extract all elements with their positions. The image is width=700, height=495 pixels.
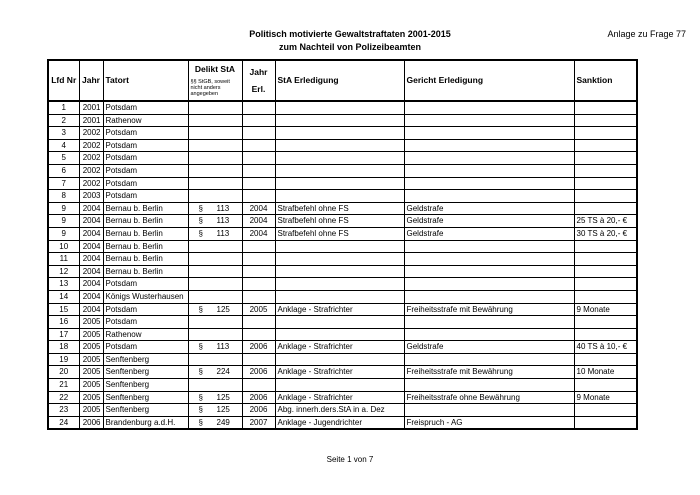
table-row <box>48 366 637 379</box>
cell-gericht <box>404 139 574 152</box>
cell-gericht <box>404 265 574 278</box>
paragraph-sign: § <box>198 216 203 226</box>
cell-sta: Anklage - Strafrichter <box>275 366 404 379</box>
cell-sta: Strafbefehl ohne FS <box>275 227 404 240</box>
cell-jahr: 2006 <box>79 416 103 429</box>
cell-gericht: Freiheitsstrafe ohne Bewährung <box>404 391 574 404</box>
cell-sta <box>275 328 404 341</box>
cell-lfd: 18 <box>48 341 79 354</box>
cell-delikt <box>188 265 242 278</box>
delikt-number: 113 <box>216 228 230 238</box>
table-row <box>48 127 637 140</box>
cell-gericht <box>404 152 574 165</box>
cell-delikt <box>188 164 242 177</box>
cell-gericht: Geldstrafe <box>404 341 574 354</box>
table-row <box>48 290 637 303</box>
cell-sta <box>275 101 404 114</box>
cell-sta <box>275 278 404 291</box>
cell-delikt <box>188 379 242 392</box>
cell-sta: Anklage - Strafrichter <box>275 303 404 316</box>
cell-delikt <box>188 253 242 266</box>
cell-jahr: 2005 <box>79 366 103 379</box>
cell-delikt <box>188 416 242 429</box>
cell-sta <box>275 164 404 177</box>
table-row <box>48 227 637 240</box>
cell-lfd: 3 <box>48 127 79 140</box>
cell-sta <box>275 240 404 253</box>
cell-gericht <box>404 379 574 392</box>
cell-sta <box>275 177 404 190</box>
cell-sta <box>275 353 404 366</box>
cell-gericht <box>404 404 574 417</box>
cell-delikt <box>188 227 242 240</box>
cell-gericht: Freiheitsstrafe mit Bewährung <box>404 366 574 379</box>
cell-lfd: 9 <box>48 215 79 228</box>
paragraph-sign: § <box>198 367 203 377</box>
cell-delikt <box>188 139 242 152</box>
col-header-gericht: Gericht Erledigung <box>404 60 574 101</box>
cell-tatort: Potsdam <box>103 278 188 291</box>
table-row <box>48 253 637 266</box>
cell-jahr-erl <box>242 177 275 190</box>
table-row <box>48 240 637 253</box>
table-row <box>48 328 637 341</box>
cell-jahr: 2003 <box>79 190 103 203</box>
cell-lfd: 13 <box>48 278 79 291</box>
cell-delikt <box>188 202 242 215</box>
cell-jahr-erl: 2006 <box>242 391 275 404</box>
table-row <box>48 101 637 114</box>
col-header-lfd: Lfd Nr <box>48 60 79 101</box>
table-row <box>48 278 637 291</box>
cell-jahr: 2005 <box>79 379 103 392</box>
cell-jahr: 2002 <box>79 139 103 152</box>
cell-gericht <box>404 114 574 127</box>
cell-jahr: 2005 <box>79 341 103 354</box>
cell-jahr-erl <box>242 114 275 127</box>
cell-jahr-erl: 2004 <box>242 227 275 240</box>
cell-gericht <box>404 177 574 190</box>
cell-sanktion: 9 Monate <box>574 303 637 316</box>
cell-sanktion: 10 Monate <box>574 366 637 379</box>
col-header-jahr-erl-line2: Erl. <box>251 83 266 94</box>
cell-sanktion <box>574 202 637 215</box>
cell-sanktion <box>574 177 637 190</box>
cell-sanktion <box>574 139 637 152</box>
table-row <box>48 316 637 329</box>
cell-delikt <box>188 101 242 114</box>
cell-jahr: 2005 <box>79 391 103 404</box>
cell-jahr-erl: 2004 <box>242 215 275 228</box>
col-header-sta: StA Erledigung <box>275 60 404 101</box>
cell-jahr: 2005 <box>79 404 103 417</box>
col-header-jahr-erl <box>242 60 275 101</box>
cell-gericht: Geldstrafe <box>404 227 574 240</box>
cell-jahr: 2001 <box>79 101 103 114</box>
cell-jahr: 2002 <box>79 152 103 165</box>
col-header-delikt-label: Delikt StA <box>194 64 236 74</box>
cell-delikt <box>188 114 242 127</box>
table-row <box>48 379 637 392</box>
cell-jahr-erl <box>242 101 275 114</box>
cell-jahr: 2004 <box>79 278 103 291</box>
table-row <box>48 190 637 203</box>
cell-gericht: Freispruch - AG <box>404 416 574 429</box>
cell-tatort: Potsdam <box>103 316 188 329</box>
cell-lfd: 17 <box>48 328 79 341</box>
col-header-jahr: Jahr <box>79 60 103 101</box>
table-row <box>48 164 637 177</box>
cell-sanktion: 30 TS à 20,- € <box>574 227 637 240</box>
cell-jahr: 2004 <box>79 240 103 253</box>
table-row <box>48 202 637 215</box>
cell-jahr-erl <box>242 152 275 165</box>
cell-sanktion <box>574 152 637 165</box>
paragraph-sign: § <box>198 342 203 352</box>
table-row <box>48 341 637 354</box>
paragraph-sign: § <box>198 417 203 427</box>
table-row <box>48 152 637 165</box>
cell-tatort: Potsdam <box>103 303 188 316</box>
cell-sta <box>275 265 404 278</box>
cell-sanktion <box>574 253 637 266</box>
cell-jahr-erl <box>242 265 275 278</box>
cell-delikt <box>188 353 242 366</box>
cell-tatort: Potsdam <box>103 127 188 140</box>
cell-jahr: 2002 <box>79 127 103 140</box>
cell-sta: Anklage - Strafrichter <box>275 341 404 354</box>
cell-sta <box>275 127 404 140</box>
cell-tatort: Bernau b. Berlin <box>103 215 188 228</box>
annex-label: Anlage zu Frage 77 <box>607 29 686 39</box>
cell-gericht: Freiheitsstrafe mit Bewährung <box>404 303 574 316</box>
cell-sta <box>275 379 404 392</box>
cell-lfd: 24 <box>48 416 79 429</box>
cell-jahr-erl <box>242 190 275 203</box>
cell-jahr-erl <box>242 164 275 177</box>
cell-jahr-erl: 2005 <box>242 303 275 316</box>
cell-lfd: 2 <box>48 114 79 127</box>
cell-jahr-erl <box>242 127 275 140</box>
cell-tatort: Königs Wusterhausen <box>103 290 188 303</box>
col-header-delikt-note: §§ StGB, soweit nicht anders angegeben <box>190 79 230 97</box>
cell-lfd: 14 <box>48 290 79 303</box>
cell-delikt <box>188 177 242 190</box>
paragraph-sign: § <box>198 304 203 314</box>
cell-lfd: 22 <box>48 391 79 404</box>
cell-gericht <box>404 316 574 329</box>
cell-sanktion <box>574 190 637 203</box>
cell-jahr-erl <box>242 316 275 329</box>
cell-jahr-erl <box>242 240 275 253</box>
cell-jahr-erl: 2006 <box>242 366 275 379</box>
table-row <box>48 265 637 278</box>
delikt-number: 249 <box>216 417 230 427</box>
cell-sanktion: 25 TS à 20,- € <box>574 215 637 228</box>
delikt-number: 113 <box>216 216 230 226</box>
cell-gericht: Geldstrafe <box>404 202 574 215</box>
cell-sta <box>275 139 404 152</box>
cell-sanktion <box>574 127 637 140</box>
cell-tatort: Senftenberg <box>103 379 188 392</box>
table-row <box>48 353 637 366</box>
paragraph-sign: § <box>198 228 203 238</box>
table-row <box>48 303 637 316</box>
paragraph-sign: § <box>198 405 203 415</box>
cell-lfd: 8 <box>48 190 79 203</box>
table-header-row <box>48 60 637 101</box>
col-header-jahr-erl-line1: Jahr <box>249 66 268 77</box>
cell-gericht: Geldstrafe <box>404 215 574 228</box>
cell-tatort: Bernau b. Berlin <box>103 253 188 266</box>
cell-jahr-erl <box>242 290 275 303</box>
cell-tatort: Rathenow <box>103 114 188 127</box>
cell-tatort: Brandenburg a.d.H. <box>103 416 188 429</box>
cell-jahr: 2002 <box>79 177 103 190</box>
cell-tatort: Potsdam <box>103 139 188 152</box>
cell-lfd: 20 <box>48 366 79 379</box>
table-row <box>48 404 637 417</box>
cell-sanktion <box>574 240 637 253</box>
cell-tatort: Bernau b. Berlin <box>103 265 188 278</box>
cell-lfd: 19 <box>48 353 79 366</box>
cell-lfd: 12 <box>48 265 79 278</box>
cell-jahr: 2004 <box>79 265 103 278</box>
cell-sanktion: 40 TS à 10,- € <box>574 341 637 354</box>
cell-gericht <box>404 253 574 266</box>
cell-jahr: 2005 <box>79 328 103 341</box>
table-row <box>48 177 637 190</box>
cell-sta <box>275 290 404 303</box>
cell-jahr-erl: 2007 <box>242 416 275 429</box>
cell-lfd: 15 <box>48 303 79 316</box>
cell-sanktion <box>574 404 637 417</box>
cell-delikt <box>188 190 242 203</box>
cell-jahr-erl <box>242 328 275 341</box>
cell-tatort: Bernau b. Berlin <box>103 202 188 215</box>
cell-lfd: 11 <box>48 253 79 266</box>
cell-sanktion <box>574 353 637 366</box>
cell-gericht <box>404 127 574 140</box>
cell-delikt <box>188 316 242 329</box>
cell-jahr-erl <box>242 379 275 392</box>
offense-table <box>47 59 638 430</box>
cell-lfd: 16 <box>48 316 79 329</box>
cell-delikt <box>188 278 242 291</box>
cell-tatort: Senftenberg <box>103 404 188 417</box>
col-header-delikt <box>188 60 242 101</box>
cell-sanktion <box>574 416 637 429</box>
cell-jahr: 2004 <box>79 202 103 215</box>
cell-sanktion <box>574 328 637 341</box>
cell-tatort: Rathenow <box>103 328 188 341</box>
cell-jahr: 2004 <box>79 227 103 240</box>
delikt-number: 125 <box>216 405 230 415</box>
cell-lfd: 4 <box>48 139 79 152</box>
cell-delikt <box>188 328 242 341</box>
cell-sta <box>275 253 404 266</box>
cell-lfd: 5 <box>48 152 79 165</box>
cell-jahr: 2005 <box>79 316 103 329</box>
page-footer: Seite 1 von 7 <box>326 455 374 464</box>
cell-tatort: Senftenberg <box>103 353 188 366</box>
cell-lfd: 9 <box>48 227 79 240</box>
delikt-number: 125 <box>216 392 230 402</box>
cell-sta: Anklage - Strafrichter <box>275 391 404 404</box>
delikt-number: 224 <box>216 367 230 377</box>
cell-sanktion <box>574 101 637 114</box>
cell-jahr: 2004 <box>79 290 103 303</box>
cell-sta: Anklage - Jugendrichter <box>275 416 404 429</box>
paragraph-sign: § <box>198 392 203 402</box>
cell-jahr-erl: 2004 <box>242 202 275 215</box>
cell-jahr: 2004 <box>79 215 103 228</box>
cell-tatort: Potsdam <box>103 341 188 354</box>
col-header-tatort: Tatort <box>103 60 188 101</box>
cell-delikt <box>188 127 242 140</box>
cell-sta: Strafbefehl ohne FS <box>275 215 404 228</box>
cell-sanktion <box>574 379 637 392</box>
cell-tatort: Senftenberg <box>103 366 188 379</box>
title-line-2: zum Nachteil von Polizeibeamten <box>278 42 422 52</box>
cell-sta <box>275 114 404 127</box>
cell-gericht <box>404 101 574 114</box>
cell-tatort: Potsdam <box>103 152 188 165</box>
cell-gericht <box>404 278 574 291</box>
cell-sanktion: 9 Monate <box>574 391 637 404</box>
cell-lfd: 10 <box>48 240 79 253</box>
cell-tatort: Potsdam <box>103 177 188 190</box>
cell-jahr: 2004 <box>79 303 103 316</box>
cell-tatort: Bernau b. Berlin <box>103 227 188 240</box>
cell-lfd: 7 <box>48 177 79 190</box>
cell-delikt <box>188 341 242 354</box>
cell-gericht <box>404 328 574 341</box>
cell-jahr-erl <box>242 353 275 366</box>
col-header-sanktion: Sanktion <box>574 60 637 101</box>
title-line-1: Politisch motivierte Gewaltstraftaten 2001-2015 <box>249 29 451 39</box>
cell-jahr-erl <box>242 139 275 152</box>
cell-sanktion <box>574 114 637 127</box>
cell-gericht <box>404 353 574 366</box>
cell-sanktion <box>574 278 637 291</box>
cell-tatort: Potsdam <box>103 190 188 203</box>
cell-jahr-erl <box>242 253 275 266</box>
cell-sta <box>275 190 404 203</box>
cell-sta: Strafbefehl ohne FS <box>275 202 404 215</box>
cell-delikt <box>188 366 242 379</box>
cell-delikt <box>188 391 242 404</box>
cell-sta: Abg. innerh.ders.StA in a. Dez <box>275 404 404 417</box>
table-row <box>48 139 637 152</box>
cell-tatort: Bernau b. Berlin <box>103 240 188 253</box>
cell-delikt <box>188 240 242 253</box>
cell-sta <box>275 316 404 329</box>
cell-tatort: Potsdam <box>103 164 188 177</box>
cell-gericht <box>404 164 574 177</box>
cell-jahr-erl: 2006 <box>242 404 275 417</box>
cell-delikt <box>188 290 242 303</box>
table-row <box>48 215 637 228</box>
cell-lfd: 1 <box>48 101 79 114</box>
cell-lfd: 6 <box>48 164 79 177</box>
cell-delikt <box>188 215 242 228</box>
cell-sta <box>275 152 404 165</box>
cell-delikt <box>188 152 242 165</box>
cell-jahr-erl <box>242 278 275 291</box>
cell-lfd: 9 <box>48 202 79 215</box>
cell-tatort: Senftenberg <box>103 391 188 404</box>
cell-jahr: 2002 <box>79 164 103 177</box>
table-row <box>48 114 637 127</box>
cell-sanktion <box>574 316 637 329</box>
cell-sanktion <box>574 265 637 278</box>
cell-delikt <box>188 404 242 417</box>
cell-sanktion <box>574 164 637 177</box>
cell-jahr: 2004 <box>79 253 103 266</box>
table-row <box>48 416 637 429</box>
cell-gericht <box>404 240 574 253</box>
cell-sanktion <box>574 290 637 303</box>
cell-lfd: 23 <box>48 404 79 417</box>
cell-delikt <box>188 303 242 316</box>
cell-gericht <box>404 190 574 203</box>
cell-jahr: 2001 <box>79 114 103 127</box>
paragraph-sign: § <box>198 203 203 213</box>
cell-jahr-erl: 2006 <box>242 341 275 354</box>
document-title <box>0 28 700 54</box>
cell-gericht <box>404 290 574 303</box>
delikt-number: 125 <box>216 304 230 314</box>
table-row <box>48 391 637 404</box>
delikt-number: 113 <box>216 203 230 213</box>
cell-lfd: 21 <box>48 379 79 392</box>
delikt-number: 113 <box>216 342 230 352</box>
cell-tatort: Potsdam <box>103 101 188 114</box>
cell-jahr: 2005 <box>79 353 103 366</box>
